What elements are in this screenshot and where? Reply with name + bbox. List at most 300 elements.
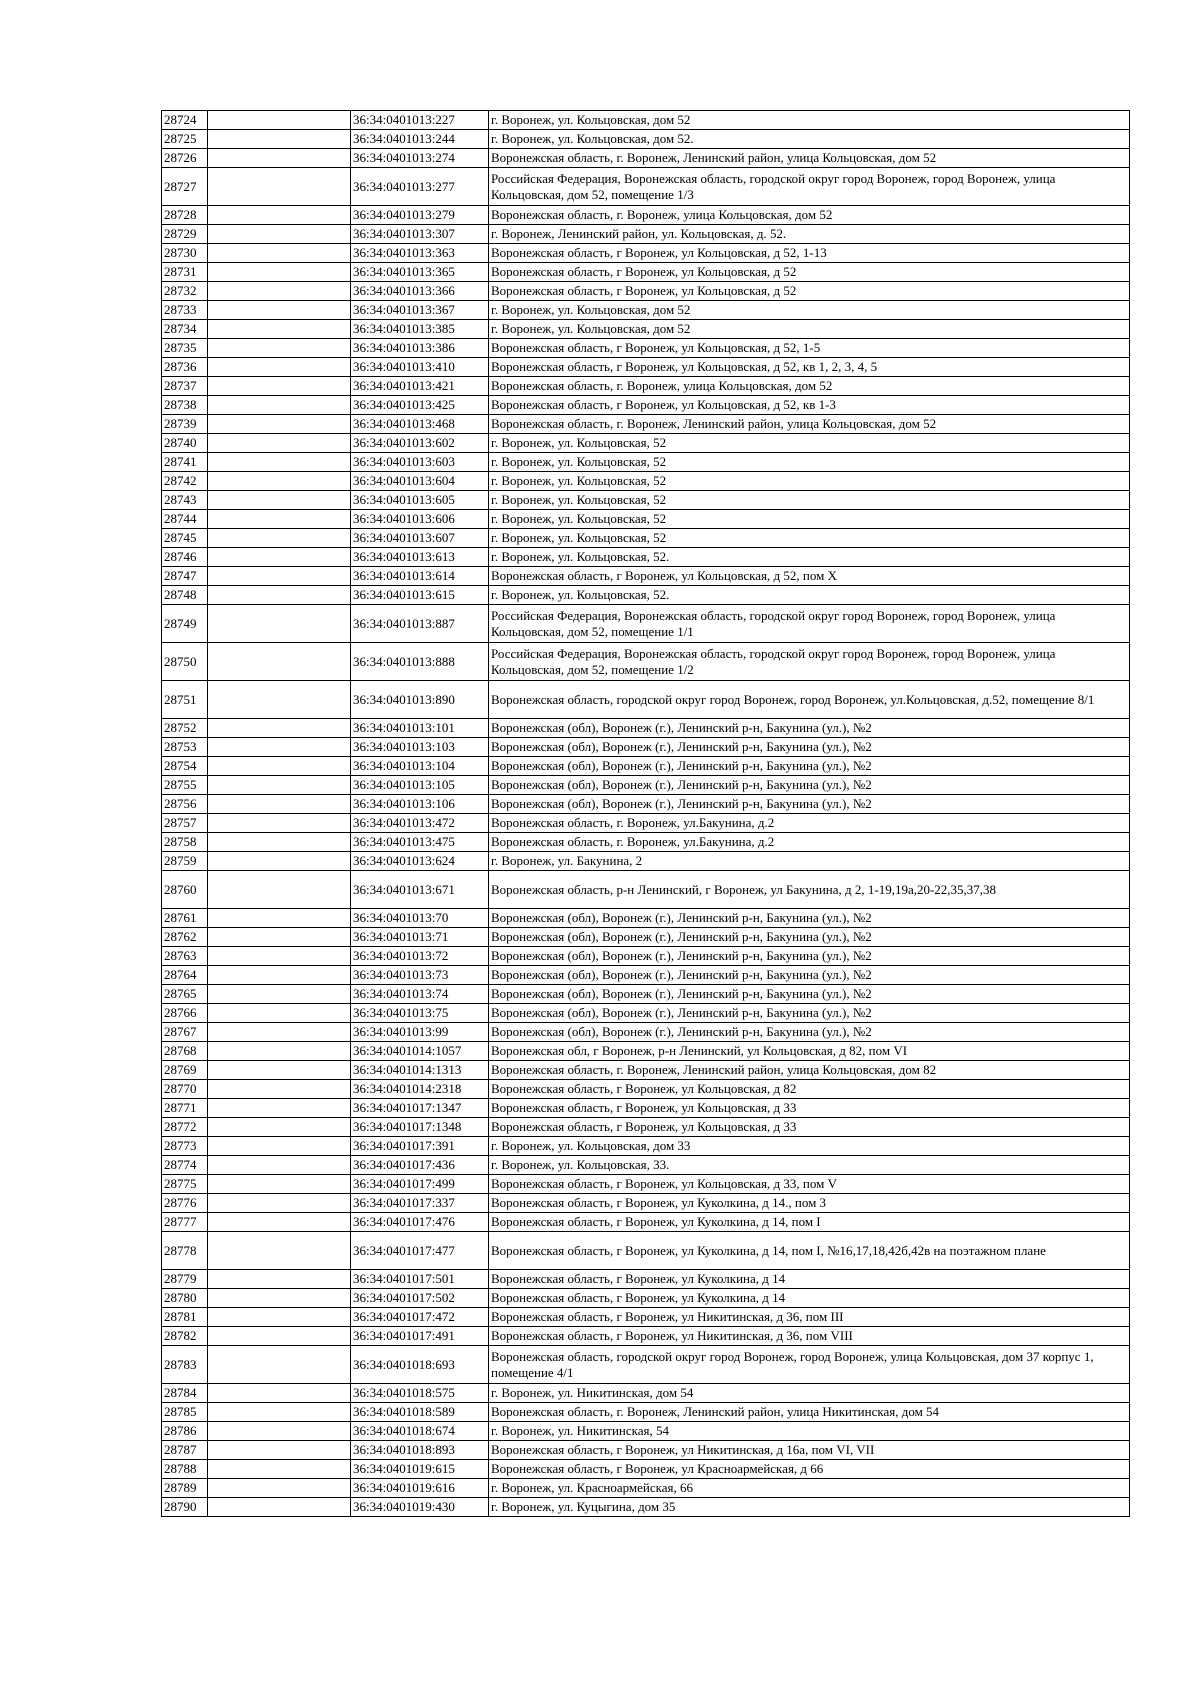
table-row [162, 947, 1130, 966]
cadastral-number-cell: 36:34:0401017:501 [351, 1270, 489, 1289]
table-row [162, 1175, 1130, 1194]
table-row [162, 396, 1130, 415]
cadastral-number-cell: 36:34:0401013:472 [351, 814, 489, 833]
empty-cell [208, 1080, 351, 1099]
empty-cell [208, 1156, 351, 1175]
table-row [162, 415, 1130, 434]
row-number-cell: 28734 [162, 320, 208, 339]
cadastral-number-cell: 36:34:0401014:2318 [351, 1080, 489, 1099]
row-number-cell: 28789 [162, 1479, 208, 1498]
table-row [162, 605, 1130, 643]
address-cell: Воронежская область, г Воронеж, ул Красноармейская, д 66 [489, 1460, 1130, 1479]
address-cell: г. Воронеж, ул. Кольцовская, 52 [489, 491, 1130, 510]
cadastral-number-cell: 36:34:0401013:279 [351, 206, 489, 225]
address-cell: Воронежская (обл), Воронеж (г.), Ленинский р-н, Бакунина (ул.), №2 [489, 776, 1130, 795]
address-cell: г. Воронеж, ул. Никитинская, дом 54 [489, 1384, 1130, 1403]
cadastral-number-cell: 36:34:0401013:475 [351, 833, 489, 852]
row-number-cell: 28768 [162, 1042, 208, 1061]
address-cell: г. Воронеж, ул. Кольцовская, 52 [489, 472, 1130, 491]
cadastral-number-cell: 36:34:0401017:476 [351, 1213, 489, 1232]
empty-cell [208, 1460, 351, 1479]
table-row [162, 320, 1130, 339]
row-number-cell: 28754 [162, 757, 208, 776]
row-number-cell: 28744 [162, 510, 208, 529]
cadastral-number-cell: 36:34:0401019:430 [351, 1498, 489, 1517]
table-row [162, 510, 1130, 529]
address-cell: г. Воронеж, Ленинский район, ул. Кольцовская, д. 52. [489, 225, 1130, 244]
cadastral-number-cell: 36:34:0401013:624 [351, 852, 489, 871]
row-number-cell: 28747 [162, 567, 208, 586]
empty-cell [208, 567, 351, 586]
row-number-cell: 28740 [162, 434, 208, 453]
cadastral-number-cell: 36:34:0401013:605 [351, 491, 489, 510]
cadastral-number-cell: 36:34:0401017:337 [351, 1194, 489, 1213]
table-row [162, 1213, 1130, 1232]
cadastral-number-cell: 36:34:0401013:365 [351, 263, 489, 282]
row-number-cell: 28741 [162, 453, 208, 472]
row-number-cell: 28736 [162, 358, 208, 377]
table-row [162, 130, 1130, 149]
table-row [162, 225, 1130, 244]
empty-cell [208, 909, 351, 928]
empty-cell [208, 130, 351, 149]
row-number-cell: 28759 [162, 852, 208, 871]
empty-cell [208, 776, 351, 795]
cadastral-number-cell: 36:34:0401013:106 [351, 795, 489, 814]
table-row [162, 1099, 1130, 1118]
address-cell: г. Воронеж, ул. Кольцовская, дом 52 [489, 320, 1130, 339]
address-cell: Воронежская область, г Воронеж, ул Кольцовская, д 52, 1-13 [489, 244, 1130, 263]
empty-cell [208, 643, 351, 681]
empty-cell [208, 510, 351, 529]
address-cell: Воронежская область, г Воронеж, ул Кольцовская, д 52, пом X [489, 567, 1130, 586]
cadastral-number-cell: 36:34:0401017:491 [351, 1327, 489, 1346]
address-cell: Воронежская обл, г Воронеж, р-н Ленинский, ул Кольцовская, д 82, пом VI [489, 1042, 1130, 1061]
address-cell: Воронежская область, г Воронеж, ул Кольцовская, д 52, 1-5 [489, 339, 1130, 358]
cadastral-number-cell: 36:34:0401013:227 [351, 111, 489, 130]
address-cell: Воронежская область, г Воронеж, ул Кольцовская, д 33 [489, 1118, 1130, 1137]
empty-cell [208, 263, 351, 282]
cadastral-number-cell: 36:34:0401013:366 [351, 282, 489, 301]
cadastral-number-cell: 36:34:0401014:1313 [351, 1061, 489, 1080]
address-cell: г. Воронеж, ул. Кольцовская, 33. [489, 1156, 1130, 1175]
table-row [162, 244, 1130, 263]
table-row [162, 168, 1130, 206]
address-cell: Воронежская область, г Воронеж, ул Никитинская, д 16а, пом VI, VII [489, 1441, 1130, 1460]
empty-cell [208, 586, 351, 605]
table-row [162, 852, 1130, 871]
address-cell: г. Воронеж, ул. Кольцовская, дом 52 [489, 111, 1130, 130]
address-cell: Воронежская область, г. Воронеж, Ленинский район, улица Кольцовская, дом 52 [489, 415, 1130, 434]
address-cell: Воронежская (обл), Воронеж (г.), Ленинский р-н, Бакунина (ул.), №2 [489, 738, 1130, 757]
address-cell: Воронежская область, г Воронеж, ул Кольцовская, д 82 [489, 1080, 1130, 1099]
row-number-cell: 28765 [162, 985, 208, 1004]
row-number-cell: 28755 [162, 776, 208, 795]
empty-cell [208, 301, 351, 320]
address-cell: Воронежская область, г Воронеж, ул Никитинская, д 36, пом VIII [489, 1327, 1130, 1346]
table-row [162, 1479, 1130, 1498]
cadastral-number-cell: 36:34:0401013:888 [351, 643, 489, 681]
address-cell: Воронежская область, г Воронеж, ул Кольцовская, д 52, кв 1-3 [489, 396, 1130, 415]
empty-cell [208, 1479, 351, 1498]
cadastral-number-cell: 36:34:0401017:436 [351, 1156, 489, 1175]
row-number-cell: 28756 [162, 795, 208, 814]
empty-cell [208, 415, 351, 434]
cadastral-number-cell: 36:34:0401018:575 [351, 1384, 489, 1403]
address-cell: Воронежская область, г Воронеж, ул Кольцовская, д 52, кв 1, 2, 3, 4, 5 [489, 358, 1130, 377]
address-cell: Воронежская область, г. Воронеж, Ленинский район, улица Кольцовская, дом 52 [489, 149, 1130, 168]
address-cell: Воронежская область, г Воронеж, ул Кольцовская, д 33 [489, 1099, 1130, 1118]
row-number-cell: 28786 [162, 1422, 208, 1441]
empty-cell [208, 1232, 351, 1270]
row-number-cell: 28737 [162, 377, 208, 396]
address-cell: г. Воронеж, ул. Кольцовская, дом 52. [489, 130, 1130, 149]
document-page [161, 110, 1129, 1517]
table-row [162, 1403, 1130, 1422]
table-row [162, 282, 1130, 301]
address-cell: Воронежская область, г Воронеж, ул Куколкина, д 14., пом 3 [489, 1194, 1130, 1213]
address-cell: г. Воронеж, ул. Кольцовская, 52 [489, 453, 1130, 472]
table-row [162, 1289, 1130, 1308]
empty-cell [208, 1213, 351, 1232]
address-cell: Воронежская область, г Воронеж, ул Кольцовская, д 52 [489, 282, 1130, 301]
row-number-cell: 28728 [162, 206, 208, 225]
row-number-cell: 28778 [162, 1232, 208, 1270]
row-number-cell: 28735 [162, 339, 208, 358]
cadastral-number-cell: 36:34:0401018:893 [351, 1441, 489, 1460]
address-cell: Воронежская область, г. Воронеж, ул.Бакунина, д.2 [489, 833, 1130, 852]
table-row [162, 1346, 1130, 1384]
table-row [162, 985, 1130, 1004]
empty-cell [208, 1137, 351, 1156]
cadastral-number-cell: 36:34:0401013:887 [351, 605, 489, 643]
empty-cell [208, 1042, 351, 1061]
cadastral-number-cell: 36:34:0401013:614 [351, 567, 489, 586]
address-cell: Воронежская область, г Воронеж, ул Кольцовская, д 33, пом V [489, 1175, 1130, 1194]
table-row [162, 263, 1130, 282]
row-number-cell: 28787 [162, 1441, 208, 1460]
table-row [162, 1061, 1130, 1080]
cadastral-number-cell: 36:34:0401017:1347 [351, 1099, 489, 1118]
table-row [162, 149, 1130, 168]
address-cell: г. Воронеж, ул. Кольцовская, дом 33 [489, 1137, 1130, 1156]
row-number-cell: 28746 [162, 548, 208, 567]
empty-cell [208, 1061, 351, 1080]
address-cell: Воронежская (обл), Воронеж (г.), Ленинский р-н, Бакунина (ул.), №2 [489, 1004, 1130, 1023]
row-number-cell: 28777 [162, 1213, 208, 1232]
empty-cell [208, 719, 351, 738]
table-row [162, 643, 1130, 681]
empty-cell [208, 111, 351, 130]
table-row [162, 833, 1130, 852]
address-cell: Воронежская область, г Воронеж, ул Куколкина, д 14, пом I [489, 1213, 1130, 1232]
row-number-cell: 28743 [162, 491, 208, 510]
empty-cell [208, 358, 351, 377]
address-cell: Воронежская (обл), Воронеж (г.), Ленинский р-н, Бакунина (ул.), №2 [489, 909, 1130, 928]
empty-cell [208, 605, 351, 643]
table-row [162, 1327, 1130, 1346]
empty-cell [208, 453, 351, 472]
address-cell: Воронежская область, г Воронеж, ул Кольцовская, д 52 [489, 263, 1130, 282]
row-number-cell: 28788 [162, 1460, 208, 1479]
table-row [162, 111, 1130, 130]
cadastral-number-cell: 36:34:0401019:615 [351, 1460, 489, 1479]
row-number-cell: 28774 [162, 1156, 208, 1175]
cadastral-number-cell: 36:34:0401013:277 [351, 168, 489, 206]
table-row [162, 586, 1130, 605]
empty-cell [208, 472, 351, 491]
cadastral-number-cell: 36:34:0401017:391 [351, 1137, 489, 1156]
row-number-cell: 28730 [162, 244, 208, 263]
address-cell: г. Воронеж, ул. Кольцовская, дом 52 [489, 301, 1130, 320]
cadastral-number-cell: 36:34:0401013:101 [351, 719, 489, 738]
table-row [162, 434, 1130, 453]
table-row [162, 719, 1130, 738]
empty-cell [208, 833, 351, 852]
cadastral-number-cell: 36:34:0401013:71 [351, 928, 489, 947]
table-row [162, 1004, 1130, 1023]
row-number-cell: 28784 [162, 1384, 208, 1403]
table-row [162, 1118, 1130, 1137]
table-row [162, 757, 1130, 776]
cadastral-number-cell: 36:34:0401013:103 [351, 738, 489, 757]
row-number-cell: 28752 [162, 719, 208, 738]
cadastral-number-cell: 36:34:0401013:425 [351, 396, 489, 415]
row-number-cell: 28727 [162, 168, 208, 206]
row-number-cell: 28776 [162, 1194, 208, 1213]
row-number-cell: 28779 [162, 1270, 208, 1289]
cadastral-number-cell: 36:34:0401014:1057 [351, 1042, 489, 1061]
table-row [162, 1156, 1130, 1175]
cadastral-number-cell: 36:34:0401017:472 [351, 1308, 489, 1327]
row-number-cell: 28757 [162, 814, 208, 833]
table-row [162, 795, 1130, 814]
empty-cell [208, 738, 351, 757]
row-number-cell: 28760 [162, 871, 208, 909]
cadastral-number-cell: 36:34:0401018:589 [351, 1403, 489, 1422]
row-number-cell: 28771 [162, 1099, 208, 1118]
cadastral-number-cell: 36:34:0401013:363 [351, 244, 489, 263]
property-registry-table [161, 110, 1130, 1517]
table-row [162, 1270, 1130, 1289]
address-cell: Воронежская область, р-н Ленинский, г Воронеж, ул Бакунина, д 2, 1-19,19а,20-22,35,37,38 [489, 871, 1130, 909]
empty-cell [208, 244, 351, 263]
address-cell: Российская Федерация, Воронежская область, городской округ город Воронеж, город Воронеж, улица Кольцовская, дом 52, помещение 1/2 [489, 643, 1130, 681]
cadastral-number-cell: 36:34:0401013:75 [351, 1004, 489, 1023]
table-row [162, 814, 1130, 833]
row-number-cell: 28761 [162, 909, 208, 928]
empty-cell [208, 225, 351, 244]
table-row [162, 1137, 1130, 1156]
cadastral-number-cell: 36:34:0401013:603 [351, 453, 489, 472]
row-number-cell: 28766 [162, 1004, 208, 1023]
empty-cell [208, 434, 351, 453]
row-number-cell: 28751 [162, 681, 208, 719]
address-cell: Воронежская (обл), Воронеж (г.), Ленинский р-н, Бакунина (ул.), №2 [489, 1023, 1130, 1042]
table-row [162, 1422, 1130, 1441]
table-row [162, 358, 1130, 377]
address-cell: Воронежская (обл), Воронеж (г.), Ленинский р-н, Бакунина (ул.), №2 [489, 928, 1130, 947]
address-cell: Российская Федерация, Воронежская область, городской округ город Воронеж, город Воронеж, улица Кольцовская, дом 52, помещение 1/3 [489, 168, 1130, 206]
empty-cell [208, 1118, 351, 1137]
empty-cell [208, 548, 351, 567]
cadastral-number-cell: 36:34:0401013:307 [351, 225, 489, 244]
cadastral-number-cell: 36:34:0401013:70 [351, 909, 489, 928]
empty-cell [208, 1384, 351, 1403]
empty-cell [208, 377, 351, 396]
cadastral-number-cell: 36:34:0401018:693 [351, 1346, 489, 1384]
table-row [162, 1194, 1130, 1213]
table-row [162, 206, 1130, 225]
empty-cell [208, 206, 351, 225]
empty-cell [208, 320, 351, 339]
empty-cell [208, 396, 351, 415]
address-cell: г. Воронеж, ул. Куцыгина, дом 35 [489, 1498, 1130, 1517]
row-number-cell: 28753 [162, 738, 208, 757]
row-number-cell: 28745 [162, 529, 208, 548]
table-row [162, 1384, 1130, 1403]
address-cell: г. Воронеж, ул. Бакунина, 2 [489, 852, 1130, 871]
table-row [162, 472, 1130, 491]
address-cell: Воронежская (обл), Воронеж (г.), Ленинский р-н, Бакунина (ул.), №2 [489, 966, 1130, 985]
cadastral-number-cell: 36:34:0401013:410 [351, 358, 489, 377]
table-row [162, 928, 1130, 947]
cadastral-number-cell: 36:34:0401013:73 [351, 966, 489, 985]
row-number-cell: 28767 [162, 1023, 208, 1042]
cadastral-number-cell: 36:34:0401013:607 [351, 529, 489, 548]
address-cell: г. Воронеж, ул. Кольцовская, 52. [489, 548, 1130, 567]
table-row [162, 738, 1130, 757]
address-cell: Воронежская область, г Воронеж, ул Куколкина, д 14, пом I, №16,17,18,42б,42в на поэтажном плане [489, 1232, 1130, 1270]
empty-cell [208, 1308, 351, 1327]
cadastral-number-cell: 36:34:0401017:499 [351, 1175, 489, 1194]
row-number-cell: 28733 [162, 301, 208, 320]
empty-cell [208, 1099, 351, 1118]
empty-cell [208, 1403, 351, 1422]
empty-cell [208, 1441, 351, 1460]
cadastral-number-cell: 36:34:0401013:890 [351, 681, 489, 719]
row-number-cell: 28790 [162, 1498, 208, 1517]
cadastral-number-cell: 36:34:0401013:72 [351, 947, 489, 966]
cadastral-number-cell: 36:34:0401019:616 [351, 1479, 489, 1498]
empty-cell [208, 928, 351, 947]
cadastral-number-cell: 36:34:0401013:105 [351, 776, 489, 795]
row-number-cell: 28726 [162, 149, 208, 168]
address-cell: Воронежская область, г. Воронеж, Ленинский район, улица Кольцовская, дом 82 [489, 1061, 1130, 1080]
address-cell: Воронежская область, г Воронеж, ул Никитинская, д 36, пом III [489, 1308, 1130, 1327]
table-row [162, 1232, 1130, 1270]
empty-cell [208, 871, 351, 909]
address-cell: Воронежская область, г Воронеж, ул Куколкина, д 14 [489, 1270, 1130, 1289]
table-row [162, 1308, 1130, 1327]
table-row [162, 1498, 1130, 1517]
cadastral-number-cell: 36:34:0401013:74 [351, 985, 489, 1004]
row-number-cell: 28749 [162, 605, 208, 643]
table-row [162, 339, 1130, 358]
address-cell: г. Воронеж, ул. Никитинская, 54 [489, 1422, 1130, 1441]
row-number-cell: 28729 [162, 225, 208, 244]
table-body [162, 111, 1130, 1517]
row-number-cell: 28780 [162, 1289, 208, 1308]
address-cell: Воронежская область, г. Воронеж, ул.Бакунина, д.2 [489, 814, 1130, 833]
address-cell: г. Воронеж, ул. Красноармейская, 66 [489, 1479, 1130, 1498]
row-number-cell: 28770 [162, 1080, 208, 1099]
table-row [162, 567, 1130, 586]
address-cell: Воронежская область, г Воронеж, ул Куколкина, д 14 [489, 1289, 1130, 1308]
cadastral-number-cell: 36:34:0401013:421 [351, 377, 489, 396]
empty-cell [208, 1270, 351, 1289]
row-number-cell: 28758 [162, 833, 208, 852]
address-cell: Воронежская область, г. Воронеж, Ленинский район, улица Никитинская, дом 54 [489, 1403, 1130, 1422]
empty-cell [208, 529, 351, 548]
cadastral-number-cell: 36:34:0401017:502 [351, 1289, 489, 1308]
cadastral-number-cell: 36:34:0401013:274 [351, 149, 489, 168]
row-number-cell: 28782 [162, 1327, 208, 1346]
address-cell: Воронежская область, городской округ город Воронеж, город Воронеж, улица Кольцовская, дом 37 корпус 1, помещение 4/1 [489, 1346, 1130, 1384]
address-cell: Российская Федерация, Воронежская область, городской округ город Воронеж, город Воронеж, улица Кольцовская, дом 52, помещение 1/1 [489, 605, 1130, 643]
table-row [162, 529, 1130, 548]
cadastral-number-cell: 36:34:0401013:244 [351, 130, 489, 149]
empty-cell [208, 339, 351, 358]
row-number-cell: 28732 [162, 282, 208, 301]
row-number-cell: 28763 [162, 947, 208, 966]
row-number-cell: 28742 [162, 472, 208, 491]
empty-cell [208, 168, 351, 206]
address-cell: Воронежская (обл), Воронеж (г.), Ленинский р-н, Бакунина (ул.), №2 [489, 757, 1130, 776]
row-number-cell: 28724 [162, 111, 208, 130]
empty-cell [208, 1422, 351, 1441]
address-cell: г. Воронеж, ул. Кольцовская, 52. [489, 586, 1130, 605]
address-cell: Воронежская область, городской округ город Воронеж, город Воронеж, ул.Кольцовская, д.52, помещение 8/1 [489, 681, 1130, 719]
empty-cell [208, 985, 351, 1004]
cadastral-number-cell: 36:34:0401013:615 [351, 586, 489, 605]
cadastral-number-cell: 36:34:0401017:477 [351, 1232, 489, 1270]
table-row [162, 1023, 1130, 1042]
cadastral-number-cell: 36:34:0401013:99 [351, 1023, 489, 1042]
address-cell: Воронежская (обл), Воронеж (г.), Ленинский р-н, Бакунина (ул.), №2 [489, 947, 1130, 966]
row-number-cell: 28775 [162, 1175, 208, 1194]
table-row [162, 776, 1130, 795]
table-row [162, 909, 1130, 928]
empty-cell [208, 1327, 351, 1346]
address-cell: г. Воронеж, ул. Кольцовская, 52 [489, 434, 1130, 453]
row-number-cell: 28750 [162, 643, 208, 681]
empty-cell [208, 1498, 351, 1517]
cadastral-number-cell: 36:34:0401013:604 [351, 472, 489, 491]
empty-cell [208, 1289, 351, 1308]
row-number-cell: 28769 [162, 1061, 208, 1080]
row-number-cell: 28738 [162, 396, 208, 415]
address-cell: Воронежская (обл), Воронеж (г.), Ленинский р-н, Бакунина (ул.), №2 [489, 719, 1130, 738]
table-row [162, 1080, 1130, 1099]
row-number-cell: 28762 [162, 928, 208, 947]
empty-cell [208, 491, 351, 510]
table-row [162, 491, 1130, 510]
cadastral-number-cell: 36:34:0401013:602 [351, 434, 489, 453]
table-row [162, 966, 1130, 985]
empty-cell [208, 757, 351, 776]
table-row [162, 377, 1130, 396]
address-cell: г. Воронеж, ул. Кольцовская, 52 [489, 529, 1130, 548]
empty-cell [208, 947, 351, 966]
row-number-cell: 28785 [162, 1403, 208, 1422]
empty-cell [208, 1004, 351, 1023]
cadastral-number-cell: 36:34:0401013:385 [351, 320, 489, 339]
row-number-cell: 28764 [162, 966, 208, 985]
address-cell: Воронежская область, г. Воронеж, улица Кольцовская, дом 52 [489, 206, 1130, 225]
table-row [162, 681, 1130, 719]
empty-cell [208, 1023, 351, 1042]
